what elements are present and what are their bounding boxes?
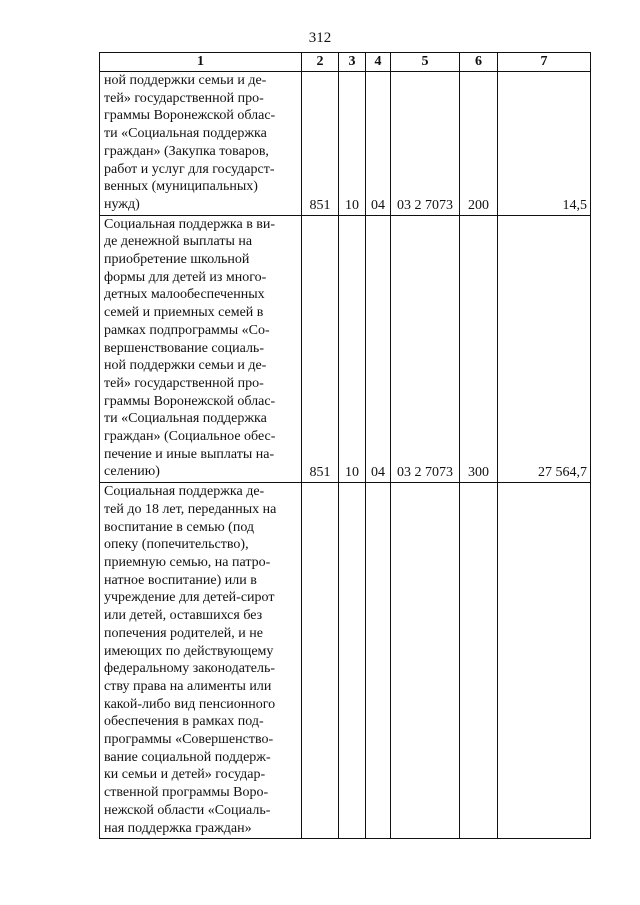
- description-line: ки семьи и детей» государ-: [104, 767, 266, 783]
- description-line: детных малообеспеченных: [104, 287, 265, 303]
- header-col-2: 2: [302, 53, 339, 72]
- section-cell: 10: [339, 215, 366, 483]
- description-line: селению): [104, 464, 160, 480]
- subsection-cell: 04: [366, 215, 391, 483]
- description-line: обеспечения в рамках под-: [104, 714, 264, 730]
- expense-type-cell: 200: [460, 72, 498, 216]
- description-line: ственной программы Воро-: [104, 785, 269, 801]
- description-line: вершенствование социаль-: [104, 340, 264, 356]
- description-line: венных (муниципальных): [104, 179, 258, 195]
- description-line: ной поддержки семьи и де-: [104, 358, 267, 374]
- budget-code-cell: 851: [302, 72, 339, 216]
- header-col-3: 3: [339, 53, 366, 72]
- description-line: ти «Социальная поддержка: [104, 126, 267, 142]
- description-line: тей» государственной про-: [104, 90, 264, 106]
- table-row: [100, 72, 591, 216]
- description-line: ной поддержки семьи и де-: [104, 73, 267, 88]
- description-line: ству права на алименты или: [104, 678, 272, 694]
- description-line: нужд): [104, 196, 140, 212]
- description-line: тей» государственной про-: [104, 375, 264, 391]
- amount-cell: [498, 483, 591, 839]
- target-article-cell: [391, 483, 460, 839]
- description-line: де денежной выплаты на: [104, 234, 253, 250]
- expense-type-cell: 300: [460, 215, 498, 483]
- description-cell: [100, 483, 302, 839]
- description-line: печение и иные выплаты на-: [104, 446, 275, 462]
- section-cell: 10: [339, 72, 366, 216]
- amount-cell: 27 564,7: [498, 215, 591, 483]
- description-line: граждан» (Закупка товаров,: [104, 143, 269, 159]
- target-article-cell: 03 2 7073: [391, 215, 460, 483]
- description-line: нежской области «Социаль-: [104, 802, 271, 818]
- header-col-4: 4: [366, 53, 391, 72]
- description-line: граждан» (Социальное обес-: [104, 429, 276, 445]
- description-line: натное воспитание) или в: [104, 572, 257, 588]
- description-line: учреждение для детей-сирот: [104, 590, 275, 606]
- budget-code-cell: 851: [302, 215, 339, 483]
- description-line: или детей, оставшихся без: [104, 608, 263, 624]
- description-line: тей до 18 лет, переданных на: [104, 501, 277, 517]
- description-line: вание социальной поддерж-: [104, 749, 271, 765]
- section-cell: [339, 483, 366, 839]
- page-number: 312: [308, 30, 332, 46]
- subsection-cell: [366, 483, 391, 839]
- description-cell: [100, 72, 302, 216]
- description-line: работ и услуг для государст-: [104, 161, 275, 177]
- description-line: рамках подпрограммы «Со-: [104, 322, 270, 338]
- table-header-row: [100, 53, 591, 72]
- description-line: попечения родителей, и не: [104, 625, 263, 641]
- header-col-7: 7: [498, 53, 591, 72]
- description-line: приобретение школьной: [104, 252, 250, 268]
- table-row: [100, 215, 591, 483]
- budget-code-cell: [302, 483, 339, 839]
- description-line: какой-либо вид пенсионного: [104, 696, 276, 712]
- description-line: граммы Воронежской облас-: [104, 108, 276, 124]
- description-line: ная поддержка граждан»: [104, 820, 252, 836]
- description-line: федеральному законодатель-: [104, 661, 275, 677]
- description-line: формы для детей из много-: [104, 269, 267, 285]
- expense-type-cell: [460, 483, 498, 839]
- budget-table: [99, 52, 591, 839]
- header-col-6: 6: [460, 53, 498, 72]
- subsection-cell: 04: [366, 72, 391, 216]
- description-line: ти «Социальная поддержка: [104, 411, 267, 427]
- description-line: семей и приемных семей в: [104, 305, 264, 321]
- header-col-5: 5: [391, 53, 460, 72]
- description-line: воспитание в семью (под: [104, 519, 255, 535]
- description-line: приемную семью, на патро-: [104, 554, 271, 570]
- description-line: Социальная поддержка в ви-: [104, 216, 276, 232]
- header-col-1: 1: [100, 53, 302, 72]
- table-row: [100, 483, 591, 839]
- description-line: граммы Воронежской облас-: [104, 393, 276, 409]
- description-line: программы «Совершенство-: [104, 732, 274, 748]
- description-line: опеку (попечительство),: [104, 537, 249, 553]
- amount-cell: 14,5: [498, 72, 591, 216]
- target-article-cell: 03 2 7073: [391, 72, 460, 216]
- description-line: имеющих по действующему: [104, 643, 274, 659]
- description-line: Социальная поддержка де-: [104, 484, 265, 500]
- description-cell: [100, 215, 302, 483]
